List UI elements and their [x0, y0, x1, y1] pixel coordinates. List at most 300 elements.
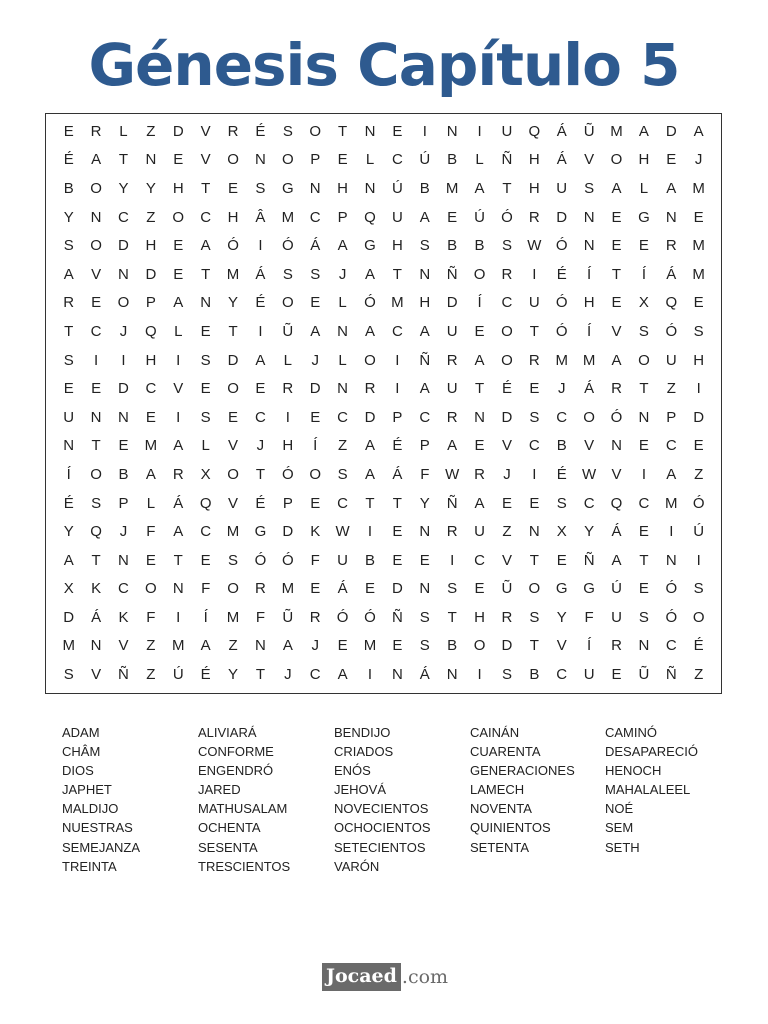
grid-letter[interactable]: E	[145, 408, 156, 426]
grid-letter[interactable]: P	[118, 494, 129, 512]
grid-letter[interactable]: M	[226, 265, 240, 283]
grid-letter[interactable]: A	[419, 208, 430, 226]
grid-letter[interactable]: S	[638, 322, 649, 340]
grid-letter[interactable]: U	[337, 551, 349, 569]
grid-letter[interactable]: E	[556, 551, 567, 569]
grid-letter[interactable]: Y	[118, 179, 129, 197]
grid-letter[interactable]: U	[501, 122, 513, 140]
grid-letter[interactable]: C	[391, 322, 403, 340]
grid-letter[interactable]: Ú	[693, 523, 705, 541]
grid-letter[interactable]: Á	[173, 494, 184, 512]
grid-letter[interactable]: J	[256, 437, 265, 455]
grid-letter[interactable]: S	[282, 122, 293, 140]
grid-letter[interactable]: I	[532, 465, 537, 483]
grid-letter[interactable]: O	[281, 294, 294, 312]
grid-letter[interactable]: E	[638, 580, 649, 598]
grid-letter[interactable]: C	[528, 437, 540, 455]
grid-letter[interactable]: P	[666, 408, 677, 426]
grid-letter[interactable]: Ñ	[391, 608, 403, 626]
grid-letter[interactable]: W	[445, 465, 460, 483]
grid-letter[interactable]: G	[364, 237, 376, 255]
grid-letter[interactable]: N	[364, 179, 376, 197]
grid-letter[interactable]: S	[310, 265, 321, 283]
grid-letter[interactable]: R	[172, 465, 184, 483]
grid-letter[interactable]: Á	[584, 380, 595, 398]
grid-letter[interactable]: S	[228, 551, 239, 569]
grid-letter[interactable]: E	[200, 322, 211, 340]
grid-letter[interactable]: Q	[364, 208, 376, 226]
grid-letter[interactable]: A	[419, 322, 430, 340]
grid-letter[interactable]: A	[173, 523, 184, 541]
grid-letter[interactable]: V	[91, 666, 102, 684]
grid-letter[interactable]: Ũ	[282, 608, 294, 626]
grid-letter[interactable]: J	[338, 265, 347, 283]
grid-letter[interactable]: N	[118, 265, 129, 283]
grid-letter[interactable]: H	[282, 437, 294, 455]
grid-letter[interactable]: E	[91, 294, 102, 312]
grid-letter[interactable]: M	[363, 637, 377, 655]
grid-letter[interactable]: F	[584, 608, 594, 626]
grid-letter[interactable]: S	[501, 237, 512, 255]
grid-letter[interactable]: E	[501, 494, 512, 512]
grid-letter[interactable]: E	[310, 294, 321, 312]
grid-letter[interactable]: Á	[255, 265, 266, 283]
grid-letter[interactable]: T	[529, 551, 539, 569]
grid-letter[interactable]: O	[90, 465, 102, 483]
grid-letter[interactable]: M	[172, 637, 185, 655]
grid-letter[interactable]: U	[446, 322, 458, 340]
grid-letter[interactable]: N	[611, 437, 622, 455]
grid-letter[interactable]: Q	[610, 494, 623, 512]
grid-letter[interactable]: A	[611, 551, 622, 569]
grid-letter[interactable]: V	[584, 437, 595, 455]
grid-letter[interactable]: S	[63, 666, 74, 684]
grid-letter[interactable]: Ú	[172, 666, 184, 684]
grid-letter[interactable]: F	[420, 465, 430, 483]
grid-letter[interactable]: Í	[477, 294, 482, 312]
grid-letter[interactable]: I	[696, 380, 701, 398]
grid-letter[interactable]: I	[477, 666, 482, 684]
grid-letter[interactable]: F	[255, 608, 266, 626]
grid-letter[interactable]: E	[638, 237, 649, 255]
grid-letter[interactable]: Í	[587, 637, 592, 655]
grid-letter[interactable]: P	[310, 151, 321, 169]
grid-letter[interactable]: C	[665, 437, 677, 455]
grid-letter[interactable]: F	[201, 580, 211, 598]
grid-letter[interactable]: I	[176, 351, 181, 369]
grid-letter[interactable]: I	[532, 265, 537, 283]
grid-letter[interactable]: É	[556, 465, 567, 483]
grid-letter[interactable]: Z	[666, 380, 676, 398]
grid-letter[interactable]: Ũ	[282, 322, 294, 340]
grid-letter[interactable]: M	[226, 608, 240, 626]
grid-letter[interactable]: O	[501, 351, 513, 369]
grid-letter[interactable]: R	[501, 265, 513, 283]
grid-letter[interactable]: E	[228, 179, 239, 197]
grid-letter[interactable]: L	[283, 351, 292, 369]
grid-letter[interactable]: Q	[145, 322, 157, 340]
grid-letter[interactable]: I	[176, 608, 181, 626]
grid-letter[interactable]: A	[337, 237, 348, 255]
grid-letter[interactable]: U	[611, 608, 622, 626]
grid-letter[interactable]: R	[446, 408, 458, 426]
grid-letter[interactable]: A	[364, 322, 375, 340]
grid-letter[interactable]: C	[556, 666, 568, 684]
grid-letter[interactable]: C	[665, 637, 677, 655]
grid-letter[interactable]: S	[693, 322, 704, 340]
grid-letter[interactable]: T	[529, 637, 539, 655]
grid-letter[interactable]: R	[227, 122, 239, 140]
grid-letter[interactable]: H	[693, 351, 705, 369]
grid-letter[interactable]: X	[638, 294, 649, 312]
grid-letter[interactable]: Z	[694, 465, 704, 483]
grid-letter[interactable]: I	[395, 351, 400, 369]
grid-letter[interactable]: É	[255, 122, 266, 140]
grid-letter[interactable]: V	[611, 322, 622, 340]
grid-letter[interactable]: S	[419, 637, 430, 655]
grid-letter[interactable]: E	[474, 580, 485, 598]
grid-letter[interactable]: T	[639, 380, 649, 398]
grid-letter[interactable]: U	[63, 408, 75, 426]
grid-letter[interactable]: Z	[146, 208, 156, 226]
grid-letter[interactable]: T	[173, 551, 183, 569]
grid-letter[interactable]: É	[63, 494, 74, 512]
grid-letter[interactable]: O	[610, 151, 623, 169]
grid-letter[interactable]: É	[556, 265, 567, 283]
grid-letter[interactable]: É	[200, 666, 211, 684]
grid-letter[interactable]: T	[91, 437, 101, 455]
grid-letter[interactable]: N	[665, 208, 677, 226]
grid-letter[interactable]: Ó	[281, 551, 294, 569]
grid-letter[interactable]: H	[391, 237, 403, 255]
grid-letter[interactable]: Z	[338, 437, 348, 455]
grid-letter[interactable]: K	[310, 523, 321, 541]
grid-letter[interactable]: N	[255, 151, 266, 169]
grid-letter[interactable]: Á	[337, 580, 348, 598]
grid-letter[interactable]: Ó	[555, 237, 568, 255]
grid-letter[interactable]: N	[419, 523, 431, 541]
grid-letter[interactable]: Q	[90, 523, 102, 541]
grid-letter[interactable]: N	[63, 437, 75, 455]
grid-letter[interactable]: B	[63, 179, 74, 197]
grid-letter[interactable]: L	[475, 151, 484, 169]
grid-letter[interactable]: Á	[556, 122, 567, 140]
grid-letter[interactable]: E	[255, 380, 266, 398]
grid-letter[interactable]: N	[90, 637, 102, 655]
grid-letter[interactable]: E	[228, 408, 239, 426]
grid-letter[interactable]: A	[364, 265, 375, 283]
grid-letter[interactable]: C	[200, 523, 212, 541]
grid-letter[interactable]: L	[146, 494, 156, 512]
grid-letter[interactable]: N	[474, 408, 485, 426]
grid-letter[interactable]: O	[638, 351, 650, 369]
grid-letter[interactable]: D	[172, 122, 184, 140]
grid-letter[interactable]: J	[694, 151, 703, 169]
grid-letter[interactable]: Z	[146, 666, 156, 684]
grid-letter[interactable]: Ó	[501, 208, 513, 226]
grid-letter[interactable]: S	[693, 580, 704, 598]
grid-letter[interactable]: Y	[419, 494, 430, 512]
grid-letter[interactable]: Y	[63, 208, 74, 226]
grid-letter[interactable]: J	[503, 465, 511, 483]
grid-letter[interactable]: T	[338, 122, 348, 140]
grid-letter[interactable]: V	[91, 265, 102, 283]
grid-letter[interactable]: R	[528, 351, 540, 369]
grid-letter[interactable]: Z	[228, 637, 238, 655]
grid-letter[interactable]: A	[638, 122, 649, 140]
grid-letter[interactable]: H	[337, 179, 349, 197]
grid-letter[interactable]: O	[227, 580, 239, 598]
grid-letter[interactable]: D	[145, 265, 157, 283]
grid-letter[interactable]: E	[693, 437, 704, 455]
grid-letter[interactable]: Ó	[227, 237, 239, 255]
grid-letter[interactable]: S	[200, 351, 211, 369]
grid-letter[interactable]: S	[529, 608, 540, 626]
grid-letter[interactable]: D	[63, 608, 75, 626]
grid-letter[interactable]: E	[638, 523, 649, 541]
grid-letter[interactable]: S	[584, 179, 595, 197]
grid-letter[interactable]: O	[583, 408, 595, 426]
grid-letter[interactable]: T	[529, 322, 539, 340]
grid-letter[interactable]: Q	[665, 294, 678, 312]
grid-letter[interactable]: B	[419, 179, 430, 197]
grid-letter[interactable]: O	[227, 380, 239, 398]
grid-letter[interactable]: A	[91, 151, 102, 169]
grid-letter[interactable]: H	[583, 294, 595, 312]
grid-letter[interactable]: A	[63, 265, 74, 283]
grid-letter[interactable]: Á	[310, 237, 321, 255]
grid-letter[interactable]: Ũ	[501, 580, 513, 598]
grid-letter[interactable]: T	[365, 494, 375, 512]
grid-letter[interactable]: E	[392, 523, 403, 541]
grid-letter[interactable]: O	[309, 122, 322, 140]
grid-letter[interactable]: I	[285, 408, 290, 426]
grid-letter[interactable]: M	[692, 179, 705, 197]
grid-letter[interactable]: V	[118, 637, 129, 655]
grid-letter[interactable]: N	[446, 666, 458, 684]
grid-letter[interactable]: Q	[199, 494, 212, 512]
grid-letter[interactable]: Y	[584, 523, 595, 541]
grid-letter[interactable]: H	[638, 151, 650, 169]
grid-letter[interactable]: E	[693, 294, 704, 312]
grid-letter[interactable]: T	[392, 494, 402, 512]
grid-letter[interactable]: D	[501, 408, 513, 426]
grid-letter[interactable]: L	[639, 179, 649, 197]
grid-letter[interactable]: E	[419, 551, 430, 569]
grid-letter[interactable]: B	[529, 666, 540, 684]
grid-letter[interactable]: I	[669, 523, 674, 541]
grid-letter[interactable]: C	[118, 208, 129, 226]
grid-letter[interactable]: C	[90, 322, 102, 340]
grid-letter[interactable]: N	[118, 551, 129, 569]
grid-letter[interactable]: Z	[694, 666, 704, 684]
grid-letter[interactable]: A	[63, 551, 74, 569]
grid-letter[interactable]: H	[145, 237, 157, 255]
grid-letter[interactable]: T	[447, 608, 457, 626]
grid-letter[interactable]: A	[145, 465, 156, 483]
grid-letter[interactable]: I	[395, 380, 400, 398]
grid-letter[interactable]: E	[474, 437, 485, 455]
grid-letter[interactable]: É	[255, 494, 266, 512]
grid-letter[interactable]: H	[419, 294, 431, 312]
grid-letter[interactable]: A	[611, 351, 622, 369]
grid-letter[interactable]: T	[91, 551, 101, 569]
grid-letter[interactable]: G	[638, 208, 650, 226]
grid-letter[interactable]: N	[145, 151, 157, 169]
grid-letter[interactable]: Ó	[364, 294, 376, 312]
grid-letter[interactable]: S	[556, 494, 567, 512]
grid-letter[interactable]: É	[501, 380, 512, 398]
grid-letter[interactable]: W	[335, 523, 350, 541]
grid-letter[interactable]: A	[200, 637, 211, 655]
grid-letter[interactable]: E	[392, 637, 403, 655]
grid-letter[interactable]: M	[582, 351, 596, 369]
grid-letter[interactable]: U	[556, 179, 568, 197]
grid-letter[interactable]: C	[309, 666, 321, 684]
grid-letter[interactable]: T	[255, 465, 266, 483]
grid-letter[interactable]: Ũ	[583, 122, 595, 140]
grid-letter[interactable]: S	[447, 580, 458, 598]
grid-letter[interactable]: A	[666, 465, 677, 483]
grid-letter[interactable]: N	[337, 322, 349, 340]
grid-letter[interactable]: I	[450, 551, 455, 569]
grid-letter[interactable]: U	[391, 208, 403, 226]
grid-letter[interactable]: J	[311, 351, 319, 369]
grid-letter[interactable]: S	[282, 265, 293, 283]
grid-letter[interactable]: X	[556, 523, 567, 541]
grid-letter[interactable]: I	[422, 122, 427, 140]
grid-letter[interactable]: Y	[145, 179, 156, 197]
grid-letter[interactable]: Ó	[665, 322, 678, 340]
grid-letter[interactable]: V	[173, 380, 184, 398]
grid-letter[interactable]: T	[502, 179, 512, 197]
grid-letter[interactable]: K	[118, 608, 129, 626]
grid-letter[interactable]: O	[309, 465, 322, 483]
grid-letter[interactable]: M	[226, 523, 240, 541]
grid-letter[interactable]: C	[309, 208, 321, 226]
grid-letter[interactable]: E	[310, 408, 321, 426]
grid-letter[interactable]: C	[145, 380, 157, 398]
grid-letter[interactable]: Ó	[665, 580, 678, 598]
grid-letter[interactable]: Y	[63, 523, 74, 541]
grid-letter[interactable]: D	[446, 294, 458, 312]
grid-letter[interactable]: R	[63, 294, 75, 312]
grid-letter[interactable]: B	[447, 151, 458, 169]
grid-letter[interactable]: A	[173, 294, 184, 312]
grid-letter[interactable]: Ó	[281, 237, 294, 255]
grid-letter[interactable]: U	[665, 351, 677, 369]
grid-letter[interactable]: N	[337, 380, 349, 398]
grid-letter[interactable]: Ñ	[446, 265, 458, 283]
grid-letter[interactable]: N	[419, 265, 431, 283]
grid-letter[interactable]: É	[693, 637, 704, 655]
grid-letter[interactable]: Z	[146, 637, 156, 655]
grid-letter[interactable]: E	[337, 151, 348, 169]
jocaed-logo[interactable]	[322, 963, 448, 991]
grid-letter[interactable]: S	[501, 666, 512, 684]
grid-letter[interactable]: S	[63, 351, 74, 369]
grid-letter[interactable]: A	[282, 637, 293, 655]
grid-letter[interactable]: D	[118, 380, 129, 398]
grid-letter[interactable]: G	[254, 523, 267, 541]
grid-letter[interactable]: N	[638, 408, 650, 426]
grid-letter[interactable]: B	[447, 237, 458, 255]
grid-letter[interactable]: C	[583, 494, 595, 512]
grid-letter[interactable]: Á	[611, 523, 622, 541]
grid-letter[interactable]: T	[392, 265, 402, 283]
grid-letter[interactable]: C	[474, 551, 485, 569]
grid-letter[interactable]: G	[583, 580, 595, 598]
grid-letter[interactable]: Ú	[474, 208, 485, 226]
grid-letter[interactable]: O	[473, 265, 486, 283]
grid-letter[interactable]: E	[200, 380, 211, 398]
grid-letter[interactable]: N	[90, 208, 102, 226]
grid-letter[interactable]: N	[419, 580, 431, 598]
grid-letter[interactable]: E	[310, 580, 321, 598]
grid-letter[interactable]: D	[501, 637, 513, 655]
grid-letter[interactable]: É	[63, 151, 74, 169]
grid-letter[interactable]: A	[611, 179, 622, 197]
grid-letter[interactable]: T	[228, 322, 238, 340]
grid-letter[interactable]: N	[528, 523, 540, 541]
grid-letter[interactable]: R	[611, 380, 622, 398]
grid-letter[interactable]: Z	[146, 122, 156, 140]
grid-letter[interactable]: O	[90, 179, 102, 197]
grid-letter[interactable]: M	[555, 351, 568, 369]
grid-letter[interactable]: Á	[392, 465, 403, 483]
grid-letter[interactable]: P	[337, 208, 348, 226]
grid-letter[interactable]: Ó	[555, 294, 568, 312]
grid-letter[interactable]: O	[117, 294, 130, 312]
grid-letter[interactable]: H	[474, 608, 485, 626]
grid-letter[interactable]: R	[665, 237, 677, 255]
grid-letter[interactable]: D	[364, 408, 376, 426]
grid-letter[interactable]: L	[338, 294, 347, 312]
grid-letter[interactable]: Â	[255, 208, 266, 226]
grid-letter[interactable]: S	[200, 408, 211, 426]
grid-letter[interactable]: A	[419, 380, 430, 398]
grid-letter[interactable]: N	[200, 294, 212, 312]
grid-letter[interactable]: V	[228, 437, 239, 455]
grid-letter[interactable]: M	[610, 122, 623, 140]
grid-letter[interactable]: W	[527, 237, 542, 255]
grid-letter[interactable]: E	[173, 237, 184, 255]
grid-letter[interactable]: H	[227, 208, 239, 226]
grid-letter[interactable]: Í	[641, 265, 646, 283]
grid-letter[interactable]: M	[62, 637, 75, 655]
grid-letter[interactable]: E	[447, 208, 458, 226]
grid-letter[interactable]: D	[665, 122, 677, 140]
grid-letter[interactable]: E	[638, 437, 649, 455]
grid-letter[interactable]: Y	[228, 294, 239, 312]
grid-letter[interactable]: A	[364, 465, 375, 483]
grid-letter[interactable]: O	[227, 151, 239, 169]
grid-letter[interactable]: J	[284, 666, 292, 684]
grid-letter[interactable]: S	[337, 465, 348, 483]
grid-letter[interactable]: T	[474, 380, 485, 398]
grid-letter[interactable]: Ó	[336, 608, 349, 626]
grid-letter[interactable]: Ó	[364, 608, 376, 626]
grid-letter[interactable]: Ú	[391, 179, 403, 197]
grid-letter[interactable]: D	[118, 237, 129, 255]
grid-letter[interactable]: C	[200, 208, 212, 226]
grid-letter[interactable]: K	[91, 580, 102, 598]
grid-letter[interactable]: C	[501, 294, 513, 312]
grid-letter[interactable]: Y	[556, 608, 567, 626]
grid-letter[interactable]: E	[310, 494, 321, 512]
grid-letter[interactable]: V	[611, 465, 622, 483]
grid-letter[interactable]: Ó	[610, 408, 623, 426]
